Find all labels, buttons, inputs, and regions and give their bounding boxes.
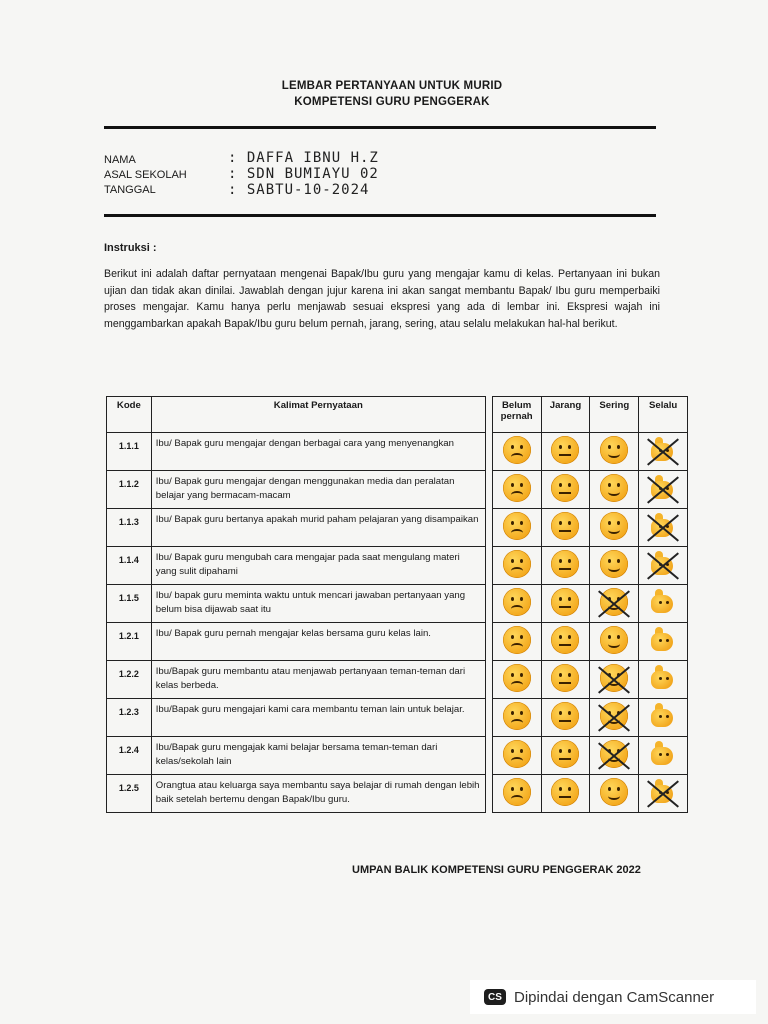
header-kode: Kode	[107, 397, 152, 433]
divider-top	[104, 126, 656, 129]
tanggal-value: : SABTU-10-2024	[228, 182, 370, 198]
sad-face-icon	[503, 474, 531, 502]
happy-face-icon	[600, 550, 628, 578]
divider-bottom	[104, 214, 656, 217]
thumbs-up-face-icon	[649, 551, 677, 577]
sad-face-icon	[503, 436, 531, 464]
table-header-row	[107, 397, 688, 433]
answer-cell-belum[interactable]	[492, 509, 541, 547]
neutral-face-icon	[551, 664, 579, 692]
happy-face-icon	[600, 702, 628, 730]
table-row	[107, 547, 688, 585]
asal-sekolah-label: ASAL SEKOLAH	[104, 169, 187, 181]
sad-face-icon	[503, 512, 531, 540]
answer-cell-sering[interactable]	[590, 737, 639, 775]
neutral-face-icon	[551, 512, 579, 540]
table-row	[107, 623, 688, 661]
answer-cell-selalu[interactable]	[639, 471, 688, 509]
thumbs-up-face-icon	[649, 627, 677, 653]
answer-cell-sering[interactable]	[590, 433, 639, 471]
neutral-face-icon	[551, 436, 579, 464]
questionnaire-table	[106, 396, 688, 813]
answer-cell-selalu[interactable]	[639, 585, 688, 623]
thumbs-up-face-icon	[649, 589, 677, 615]
answer-cell-jarang[interactable]	[541, 737, 590, 775]
neutral-face-icon	[551, 626, 579, 654]
header-jarang: Jarang	[541, 397, 590, 433]
answer-cell-belum[interactable]	[492, 775, 541, 813]
row-statement: Ibu/Bapak guru mengajari kami cara membantu teman lain untuk belajar.	[151, 699, 485, 737]
column-gap	[485, 397, 492, 433]
row-kode: 1.2.3	[107, 699, 152, 737]
nama-label: NAMA	[104, 154, 136, 166]
answer-cell-belum[interactable]	[492, 547, 541, 585]
row-kode: 1.2.1	[107, 623, 152, 661]
column-gap	[485, 775, 492, 813]
thumbs-up-face-icon	[649, 703, 677, 729]
happy-face-icon	[600, 664, 628, 692]
row-kode: 1.2.5	[107, 775, 152, 813]
happy-face-icon	[600, 436, 628, 464]
header-sering: Sering	[590, 397, 639, 433]
table-row	[107, 775, 688, 813]
sad-face-icon	[503, 588, 531, 616]
page-subtitle: KOMPETENSI GURU PENGGERAK	[294, 96, 490, 108]
thumbs-up-face-icon	[649, 779, 677, 805]
table-row	[107, 433, 688, 471]
answer-cell-belum[interactable]	[492, 699, 541, 737]
answer-cell-jarang[interactable]	[541, 585, 590, 623]
column-gap	[485, 737, 492, 775]
neutral-face-icon	[551, 740, 579, 768]
camscanner-text: Dipindai dengan CamScanner	[514, 988, 715, 1006]
column-gap	[485, 547, 492, 585]
sad-face-icon	[503, 740, 531, 768]
happy-face-icon	[600, 588, 628, 616]
row-statement: Ibu/Bapak guru membantu atau menjawab pertanyaan teman-teman dari kelas berbeda.	[151, 661, 485, 699]
answer-cell-belum[interactable]	[492, 661, 541, 699]
row-kode: 1.1.1	[107, 433, 152, 471]
answer-cell-selalu[interactable]	[639, 775, 688, 813]
column-gap	[485, 471, 492, 509]
sad-face-icon	[503, 550, 531, 578]
header-belum-pernah: Belum pernah	[492, 397, 541, 433]
answer-cell-selalu[interactable]	[639, 661, 688, 699]
row-kode: 1.1.5	[107, 585, 152, 623]
answer-cell-belum[interactable]	[492, 585, 541, 623]
row-kode: 1.1.2	[107, 471, 152, 509]
column-gap	[485, 509, 492, 547]
header-kalimat: Kalimat Pernyataan	[151, 397, 485, 433]
happy-face-icon	[600, 778, 628, 806]
sad-face-icon	[503, 664, 531, 692]
asal-sekolah-value: : SDN BUMIAYU 02	[228, 166, 379, 182]
table-row	[107, 471, 688, 509]
neutral-face-icon	[551, 702, 579, 730]
answer-cell-sering[interactable]	[590, 661, 639, 699]
camscanner-watermark	[470, 980, 756, 1014]
row-statement: Ibu/ Bapak guru mengubah cara mengajar pada saat mengulang materi yang sulit dipahami	[151, 547, 485, 585]
answer-cell-jarang[interactable]	[541, 509, 590, 547]
table-row	[107, 699, 688, 737]
instructions-heading: Instruksi :	[104, 242, 157, 254]
table-row	[107, 661, 688, 699]
answer-cell-selalu[interactable]	[639, 433, 688, 471]
thumbs-up-face-icon	[649, 437, 677, 463]
answer-cell-jarang[interactable]	[541, 471, 590, 509]
answer-cell-jarang[interactable]	[541, 623, 590, 661]
instructions-body: Berikut ini adalah daftar pernyataan mengenai Bapak/Ibu guru yang mengajar kamu di kelas. Pertanyaan ini bukan ujian dan tidak akan dinilai. Jawablah dengan jujur karena ini akan sangat membantu Bapak/ Ibu guru memperbaiki proses mengajar. Kamu hanya perlu menjawab sesuai ekspresi yang ada di lembar ini. Ekspresi wajah ini menggambarkan apakah Bapak/Ibu guru belum pernah, jarang, sering, atau selalu melakukan hal-hal berikut.	[104, 268, 660, 330]
answer-cell-sering[interactable]	[590, 699, 639, 737]
neutral-face-icon	[551, 588, 579, 616]
neutral-face-icon	[551, 550, 579, 578]
column-gap	[485, 623, 492, 661]
neutral-face-icon	[551, 474, 579, 502]
answer-cell-sering[interactable]	[590, 471, 639, 509]
column-gap	[485, 699, 492, 737]
answer-cell-sering[interactable]	[590, 623, 639, 661]
happy-face-icon	[600, 740, 628, 768]
answer-cell-selalu[interactable]	[639, 509, 688, 547]
happy-face-icon	[600, 626, 628, 654]
row-statement: Ibu/ Bapak guru mengajar dengan menggunakan media dan peralatan belajar yang bermacam-macam	[151, 471, 485, 509]
column-gap	[485, 585, 492, 623]
row-kode: 1.2.2	[107, 661, 152, 699]
footer-text: UMPAN BALIK KOMPETENSI GURU PENGGERAK 2022	[352, 864, 641, 876]
sad-face-icon	[503, 702, 531, 730]
row-statement: Ibu/Bapak guru mengajak kami belajar bersama teman-teman dari kelas/sekolah lain	[151, 737, 485, 775]
row-kode: 1.1.3	[107, 509, 152, 547]
answer-cell-jarang[interactable]	[541, 699, 590, 737]
sad-face-icon	[503, 626, 531, 654]
table-row	[107, 737, 688, 775]
answer-cell-sering[interactable]	[590, 775, 639, 813]
answer-cell-belum[interactable]	[492, 623, 541, 661]
thumbs-up-face-icon	[649, 665, 677, 691]
answer-cell-sering[interactable]	[590, 509, 639, 547]
table-row	[107, 585, 688, 623]
row-kode: 1.2.4	[107, 737, 152, 775]
sad-face-icon	[503, 778, 531, 806]
happy-face-icon	[600, 474, 628, 502]
thumbs-up-face-icon	[649, 513, 677, 539]
row-statement: Orangtua atau keluarga saya membantu saya belajar di rumah dengan lebih baik setelah bertemu dengan Bapak/Ibu guru.	[151, 775, 485, 813]
thumbs-up-face-icon	[649, 741, 677, 767]
answer-cell-jarang[interactable]	[541, 775, 590, 813]
answer-cell-jarang[interactable]	[541, 433, 590, 471]
nama-value: : DAFFA IBNU H.Z	[228, 150, 379, 166]
header-selalu: Selalu	[639, 397, 688, 433]
row-kode: 1.1.4	[107, 547, 152, 585]
tanggal-label: TANGGAL	[104, 184, 156, 196]
row-statement: Ibu/ Bapak guru pernah mengajar kelas bersama guru kelas lain.	[151, 623, 485, 661]
happy-face-icon	[600, 512, 628, 540]
column-gap	[485, 433, 492, 471]
row-statement: Ibu/ Bapak guru mengajar dengan berbagai cara yang menyenangkan	[151, 433, 485, 471]
answer-cell-sering[interactable]	[590, 585, 639, 623]
answer-cell-jarang[interactable]	[541, 661, 590, 699]
neutral-face-icon	[551, 778, 579, 806]
thumbs-up-face-icon	[649, 475, 677, 501]
answer-cell-selalu[interactable]	[639, 547, 688, 585]
answer-cell-selalu[interactable]	[639, 737, 688, 775]
table-row	[107, 509, 688, 547]
row-statement: Ibu/ bapak guru meminta waktu untuk mencari jawaban pertanyaan yang belum bisa dijawab saat itu	[151, 585, 485, 623]
answer-cell-selalu[interactable]	[639, 623, 688, 661]
answer-cell-belum[interactable]	[492, 737, 541, 775]
row-statement: Ibu/ Bapak guru bertanya apakah murid paham pelajaran yang disampaikan	[151, 509, 485, 547]
answer-cell-sering[interactable]	[590, 547, 639, 585]
answer-cell-belum[interactable]	[492, 471, 541, 509]
page-title: LEMBAR PERTANYAAN UNTUK MURID	[281, 80, 503, 92]
answer-cell-belum[interactable]	[492, 433, 541, 471]
answer-cell-jarang[interactable]	[541, 547, 590, 585]
column-gap	[485, 661, 492, 699]
camscanner-logo-icon: CS	[484, 989, 506, 1005]
answer-cell-selalu[interactable]	[639, 699, 688, 737]
